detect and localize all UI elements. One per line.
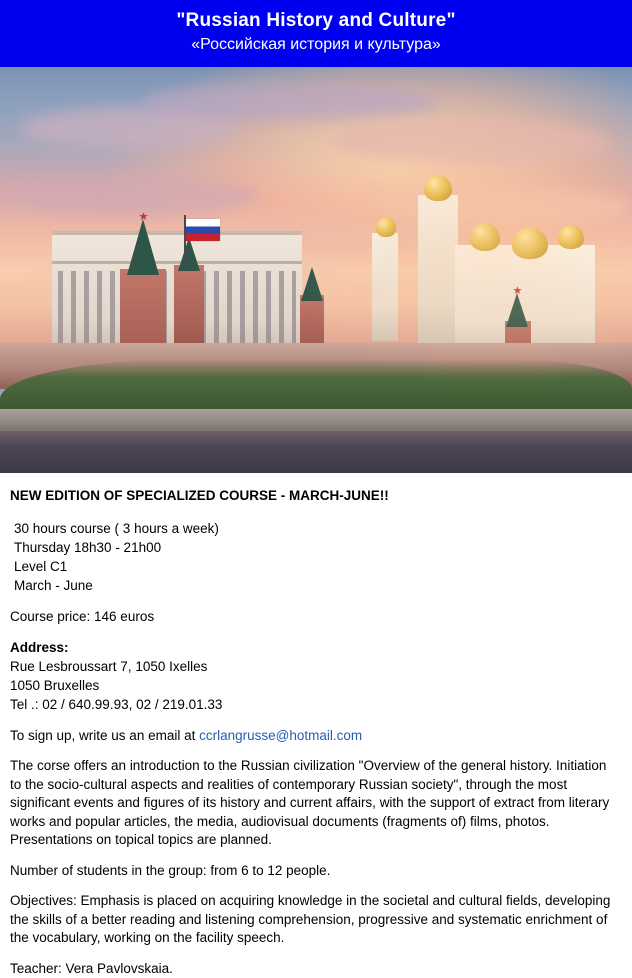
address-city: 1050 Bruxelles: [10, 676, 620, 695]
golden-dome-icon: [558, 225, 584, 249]
signup-text: To sign up, write us an email at: [10, 728, 199, 743]
tower-spire-icon: [178, 237, 200, 271]
tower-spire-icon: [127, 219, 159, 275]
golden-dome-icon: [424, 175, 452, 201]
course-detail-level: Level C1: [14, 557, 620, 576]
page-subtitle: «Российская история и культура»: [10, 34, 622, 56]
group-size: Number of students in the group: from 6 to 12 people.: [10, 862, 620, 881]
course-detail-schedule: Thursday 18h30 - 21h00: [14, 538, 620, 557]
moskva-river: [0, 431, 632, 473]
email-link[interactable]: ccrlangrusse@hotmail.com: [199, 728, 362, 743]
cloud-icon: [330, 119, 610, 165]
treeline: [0, 359, 632, 415]
golden-dome-icon: [376, 217, 396, 237]
ivan-the-great-bell-tower: [418, 195, 458, 345]
cloud-icon: [0, 177, 260, 215]
golden-dome-icon: [470, 223, 500, 251]
course-detail-hours: 30 hours course ( 3 hours a week): [14, 519, 620, 538]
flyer-body: [0, 473, 632, 978]
header-banner: [0, 0, 632, 67]
address-phone: Tel .: 02 / 640.99.93, 02 / 219.01.33: [10, 695, 620, 714]
tall-white-tower: [372, 233, 398, 341]
teacher-name: Teacher: Vera Pavlovskaia.: [10, 960, 620, 978]
russian-flag-icon: [186, 219, 220, 241]
course-price: Course price: 146 euros: [10, 607, 620, 626]
address-section: [10, 638, 620, 714]
page-title: "Russian History and Culture": [10, 8, 622, 34]
course-description: The corse offers an introduction to the Russian civilization "Overview of the general history. Initiation to the socio-cultural aspects and realities of contemporary Russian society", through the most significant events and figures of its history and current affairs, with the support of extract from literary works and popular articles, the media, audiovisual documents (fragments of) films, photos. Presentations on topical topics are planned.: [10, 757, 620, 850]
address-street: Rue Lesbroussart 7, 1050 Ixelles: [10, 657, 620, 676]
signup-line: [10, 726, 620, 745]
golden-dome-icon: [512, 227, 548, 259]
course-objectives: Objectives: Emphasis is placed on acquiring knowledge in the societal and cultural fields, developing the skills of a better reading and listening comprehension, progressive and systematic enrichment of the vocabulary, working on the facility speech.: [10, 892, 620, 948]
tower-spire-icon: [506, 293, 528, 327]
course-headline: NEW EDITION OF SPECIALIZED COURSE - MARCH-JUNE!!: [10, 487, 620, 505]
course-detail-period: March - June: [14, 576, 620, 595]
course-details: [10, 519, 620, 595]
kremlin-photo: [0, 67, 632, 473]
address-label: Address:: [10, 638, 620, 657]
tower-spire-icon: [301, 267, 323, 301]
cloud-icon: [140, 85, 440, 119]
